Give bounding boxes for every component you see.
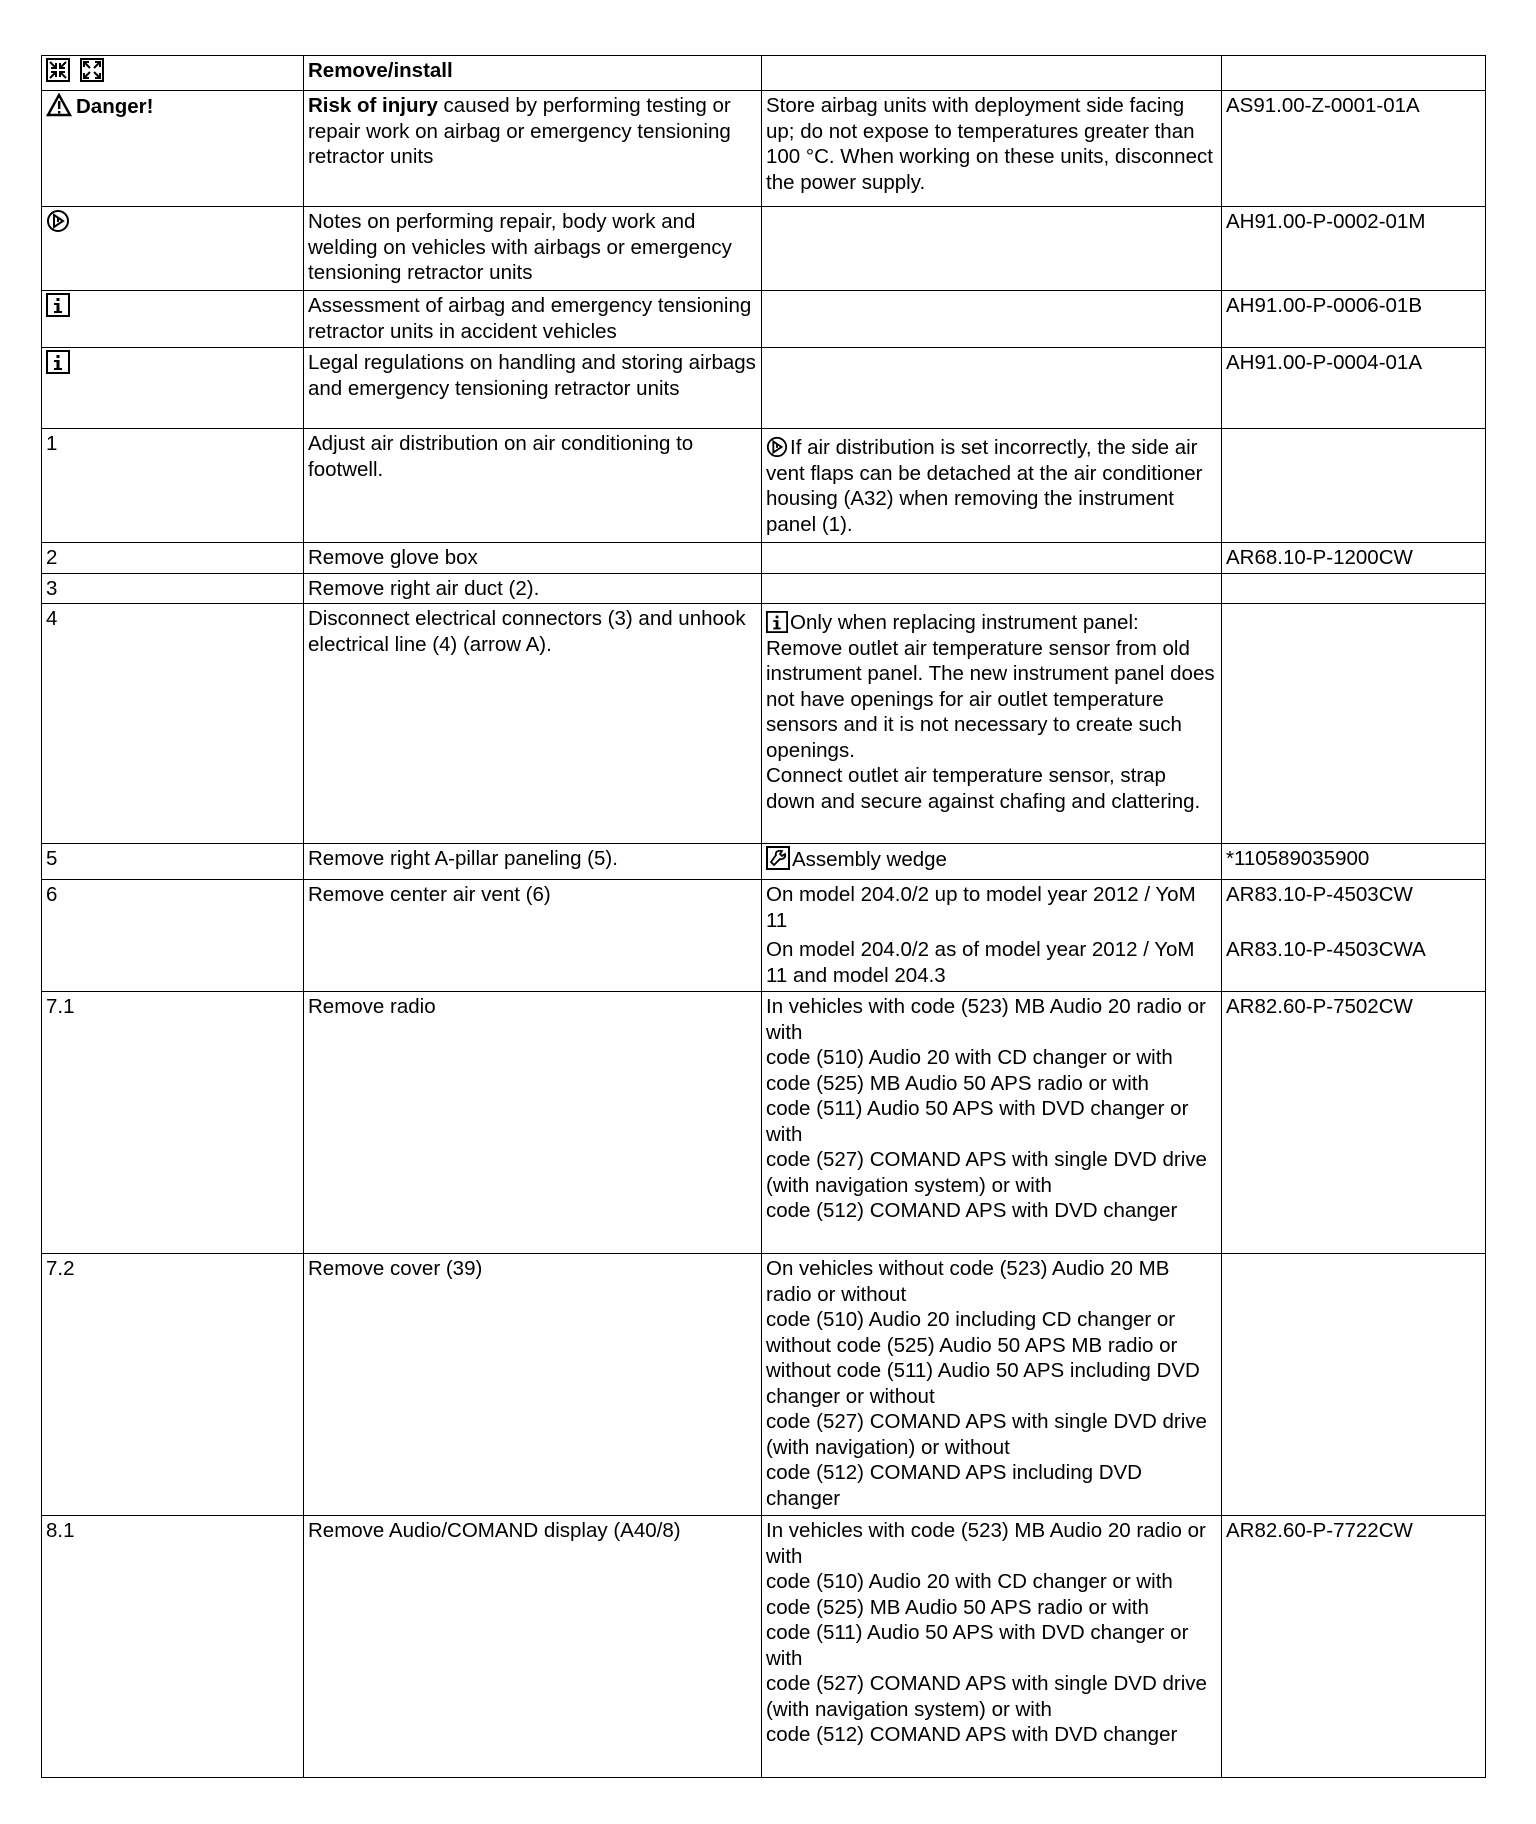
- note-line: In vehicles with code (523) MB Audio 20 radio or with: [766, 995, 1206, 1044]
- step-number: 7.2: [42, 1254, 304, 1516]
- icon-cell: [42, 207, 304, 291]
- table-row: [42, 1254, 1486, 1516]
- task-cell: Notes on performing repair, body work and welding on vehicles with airbags or emergency tensioning retractor units: [304, 207, 762, 291]
- ref-cell: AR82.60-P-7502CW: [1222, 992, 1486, 1254]
- table-header-row: [42, 56, 1486, 91]
- ref-cell: AH91.00-P-0004-01A: [1222, 348, 1486, 429]
- note-line: In vehicles with code (523) MB Audio 20 radio or with: [766, 1519, 1206, 1568]
- table-row: [42, 573, 1486, 604]
- task-cell: Remove glove box: [304, 543, 762, 574]
- remove-icon: [46, 58, 70, 82]
- task-cell: Remove center air vent (6): [304, 880, 762, 992]
- install-icon: [80, 58, 104, 82]
- table-row: [42, 429, 1486, 543]
- note-line: code (512) COMAND APS including DVD changer: [766, 1461, 1142, 1510]
- task-cell: Adjust air distribution on air conditioning to footwell.: [304, 429, 762, 543]
- danger-label: Danger!: [76, 95, 154, 118]
- ref-cell: AH91.00-P-0002-01M: [1222, 207, 1486, 291]
- note-text-2: On model 204.0/2 as of model year 2012 / YoM 11 and model 204.3: [766, 938, 1195, 987]
- table-row: [42, 207, 1486, 291]
- header-icons-cell: [42, 56, 304, 91]
- task-cell: Remove right air duct (2).: [304, 573, 762, 604]
- task-bold: Risk of injury: [308, 94, 438, 117]
- step-number: 5: [42, 844, 304, 880]
- info-icon: [46, 293, 70, 317]
- step-number: 6: [42, 880, 304, 992]
- note-text: If air distribution is set incorrectly, the side air vent flaps can be detached at the air conditioner housing (A32) when removing the instrument panel (1).: [766, 436, 1203, 536]
- note-cell: [762, 573, 1222, 604]
- ref-text-2: AR83.10-P-4503CWA: [1226, 937, 1426, 961]
- note-cell: [762, 992, 1222, 1254]
- table-row: [42, 91, 1486, 207]
- task-cell: Assessment of airbag and emergency tensioning retractor units in accident vehicles: [304, 291, 762, 348]
- note-cell: [762, 1516, 1222, 1778]
- step-number: 7.1: [42, 992, 304, 1254]
- step-number: 1: [42, 429, 304, 543]
- note-cell: [762, 543, 1222, 574]
- note-cell: [762, 429, 1222, 543]
- note-text: On model 204.0/2 up to model year 2012 / YoM 11: [766, 883, 1196, 932]
- ref-cell: [1222, 573, 1486, 604]
- ref-cell: [1222, 429, 1486, 543]
- ref-cell: [1222, 604, 1486, 844]
- header-col4: [1222, 56, 1486, 91]
- note-cell: [762, 291, 1222, 348]
- task-cell: Remove Audio/COMAND display (A40/8): [304, 1516, 762, 1778]
- ref-cell: AS91.00-Z-0001-01A: [1222, 91, 1486, 207]
- note-icon: [766, 436, 788, 458]
- table-row: [42, 348, 1486, 429]
- warning-triangle-icon: [46, 93, 72, 117]
- icon-cell: [42, 291, 304, 348]
- note-cell: [762, 207, 1222, 291]
- task-cell: Remove radio: [304, 992, 762, 1254]
- note-cell: [762, 348, 1222, 429]
- note-line: code (525) MB Audio 50 APS radio or with: [766, 1071, 1149, 1095]
- task-cell: Remove right A-pillar paneling (5).: [304, 844, 762, 880]
- ref-cell: [1222, 1254, 1486, 1516]
- table-row: [42, 543, 1486, 574]
- info-icon: [46, 350, 70, 374]
- table-row: [42, 880, 1486, 992]
- note-line: code (527) COMAND APS with single DVD drive (with navigation system) or with: [766, 1672, 1207, 1721]
- tool-icon: [766, 846, 790, 870]
- step-number: 2: [42, 543, 304, 574]
- ref-cell: *110589035900: [1222, 844, 1486, 880]
- note-line: code (510) Audio 20 with CD changer or with: [766, 1570, 1173, 1593]
- header-title: Remove/install: [304, 56, 762, 91]
- task-cell: Remove cover (39): [304, 1254, 762, 1516]
- note-cell: [762, 880, 1222, 992]
- note-text: Only when replacing instrument panel: Remove outlet air temperature sensor from old instrument panel. The new instrument panel does not have openings for air outlet temperature sensors and it is not necessary to create such openings.: [766, 611, 1215, 762]
- table-row: [42, 604, 1486, 844]
- note-line: code (525) MB Audio 50 APS radio or with: [766, 1595, 1149, 1619]
- note-line: code (527) COMAND APS with single DVD drive (with navigation system) or with: [766, 1148, 1207, 1197]
- danger-cell: [42, 91, 304, 207]
- task-cell: Disconnect electrical connectors (3) and unhook electrical line (4) (arrow A).: [304, 604, 762, 844]
- note-text: Assembly wedge: [792, 848, 947, 871]
- note-line: On vehicles without code (523) Audio 20 MB radio or without: [766, 1257, 1170, 1306]
- note-cell: [762, 604, 1222, 844]
- note-cell: [762, 1254, 1222, 1516]
- procedure-table: [41, 55, 1486, 1778]
- note-line: code (527) COMAND APS with single DVD drive (with navigation) or without: [766, 1410, 1207, 1459]
- note-icon: [46, 209, 70, 233]
- step-number: 3: [42, 573, 304, 604]
- table-row: [42, 291, 1486, 348]
- task-cell: Legal regulations on handling and storing airbags and emergency tensioning retractor units: [304, 348, 762, 429]
- step-number: 4: [42, 604, 304, 844]
- note-cell: Store airbag units with deployment side facing up; do not expose to temperatures greater than 100 °C. When working on these units, disconnect the power supply.: [762, 91, 1222, 207]
- info-icon: [766, 611, 788, 633]
- note-line: code (511) Audio 50 APS with DVD changer or with: [766, 1097, 1189, 1146]
- table-row: [42, 1516, 1486, 1778]
- task-text: caused by performing testing or repair work on airbag or emergency tensioning retractor units: [308, 94, 731, 168]
- note-line: code (512) COMAND APS with DVD changer: [766, 1199, 1178, 1222]
- ref-text: AR83.10-P-4503CW: [1226, 883, 1413, 906]
- step-number: 8.1: [42, 1516, 304, 1778]
- table-row: [42, 844, 1486, 880]
- ref-cell: [1222, 880, 1486, 992]
- note-text-2: Connect outlet air temperature sensor, strap down and secure against chafing and clattering.: [766, 764, 1201, 813]
- task-cell: [304, 91, 762, 207]
- note-line: code (512) COMAND APS with DVD changer: [766, 1723, 1178, 1746]
- ref-cell: AR82.60-P-7722CW: [1222, 1516, 1486, 1778]
- icon-cell: [42, 348, 304, 429]
- note-cell: [762, 844, 1222, 880]
- note-line: code (510) Audio 20 including CD changer or without code (525) Audio 50 APS MB radio or without code (511) Audio 50 APS including DVD changer or without: [766, 1308, 1200, 1408]
- ref-cell: AR68.10-P-1200CW: [1222, 543, 1486, 574]
- header-col3: [762, 56, 1222, 91]
- ref-cell: AH91.00-P-0006-01B: [1222, 291, 1486, 348]
- note-line: code (510) Audio 20 with CD changer or with: [766, 1046, 1173, 1069]
- note-line: code (511) Audio 50 APS with DVD changer or with: [766, 1621, 1189, 1670]
- table-row: [42, 992, 1486, 1254]
